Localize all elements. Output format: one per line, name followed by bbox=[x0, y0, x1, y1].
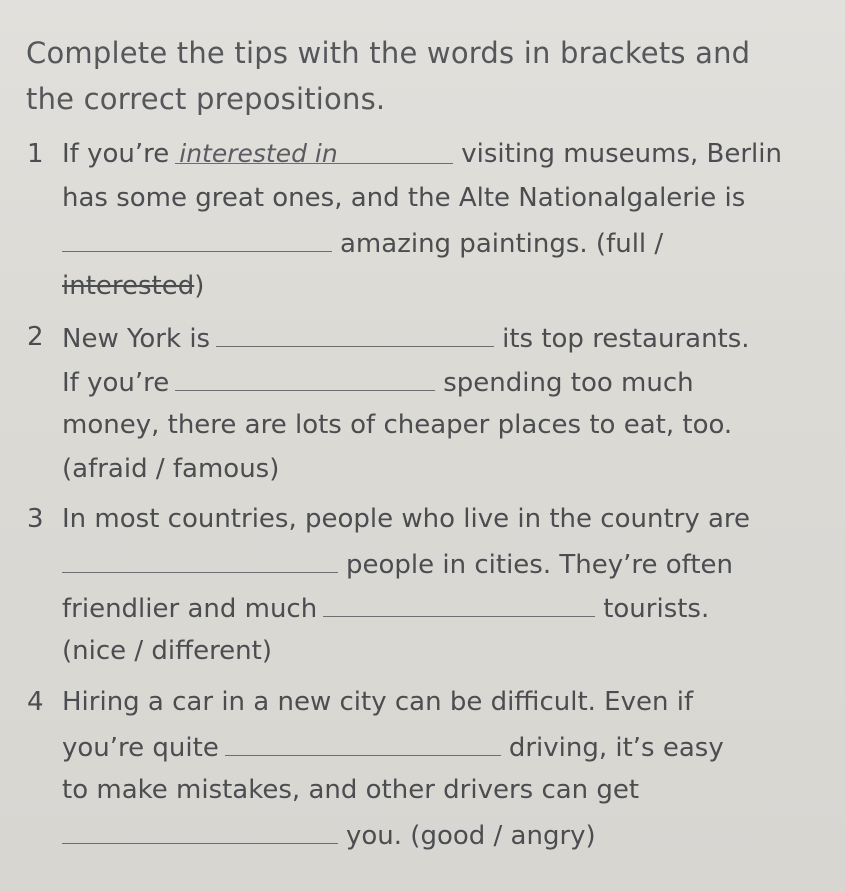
item-3-number: 3 bbox=[27, 504, 44, 534]
item-4-line-4 bbox=[62, 817, 596, 853]
item-1-blank-1[interactable] bbox=[175, 137, 453, 168]
instructions-line-1: Complete the tips with the words in brackets and bbox=[26, 36, 751, 70]
item-2-blank-1[interactable] bbox=[216, 320, 494, 347]
item-1-struck-word: interested bbox=[62, 271, 195, 301]
item-3-text: tourists. bbox=[603, 594, 710, 624]
item-2-blank-2[interactable] bbox=[175, 364, 435, 391]
instructions-line-2: the correct prepositions. bbox=[26, 82, 386, 116]
item-3-text: friendlier and much bbox=[62, 594, 318, 624]
item-3-line-1: In most countries, people who live in the country are bbox=[62, 504, 751, 534]
item-4-line-1: Hiring a car in a new city can be difficult. Even if bbox=[62, 687, 694, 717]
item-3-blank-2[interactable] bbox=[323, 590, 595, 617]
item-4-number: 4 bbox=[27, 687, 44, 717]
item-3-blank-1[interactable] bbox=[62, 546, 338, 573]
item-2-line-2 bbox=[62, 364, 694, 400]
item-1-text: visiting museums, Berlin bbox=[461, 139, 782, 169]
item-2-line-3: money, there are lots of cheaper places to eat, too. bbox=[62, 410, 733, 440]
item-1-number: 1 bbox=[27, 139, 44, 169]
item-1-text: ) bbox=[194, 271, 205, 301]
item-4-text: you. (good / angry) bbox=[346, 821, 596, 851]
item-2-text: its top restaurants. bbox=[502, 324, 750, 354]
item-1-line-4 bbox=[62, 269, 204, 303]
item-3-text: people in cities. They’re often bbox=[346, 550, 734, 580]
item-4-blank-1[interactable] bbox=[225, 729, 501, 756]
item-4-blank-2[interactable] bbox=[62, 817, 338, 844]
item-4-text: driving, it’s easy bbox=[508, 733, 724, 763]
item-2-number: 2 bbox=[27, 322, 44, 352]
item-3-line-4: (nice / different) bbox=[62, 636, 272, 666]
item-1-blank-2[interactable] bbox=[62, 225, 332, 252]
item-4-line-3: to make mistakes, and other drivers can get bbox=[62, 775, 640, 805]
item-1-line-3 bbox=[62, 225, 663, 261]
item-1-line-2: has some great ones, and the Alte Nationalgalerie is bbox=[62, 183, 746, 213]
item-2-text: If you’re bbox=[62, 368, 170, 398]
item-1-line-1 bbox=[62, 137, 782, 171]
item-1-text: If you’re bbox=[62, 139, 170, 169]
item-4-line-2 bbox=[62, 729, 724, 765]
item-1-text: amazing paintings. (full / bbox=[340, 229, 664, 259]
item-1-answer-1: interested in bbox=[179, 139, 338, 168]
item-4-text: you’re quite bbox=[62, 733, 219, 763]
item-3-line-2 bbox=[62, 546, 733, 582]
item-3-line-3 bbox=[62, 590, 709, 626]
item-2-line-1 bbox=[62, 320, 750, 356]
exercise-instructions bbox=[26, 30, 826, 122]
item-2-text: spending too much bbox=[443, 368, 694, 398]
item-2-line-4: (afraid / famous) bbox=[62, 454, 280, 484]
item-2-text: New York is bbox=[62, 324, 211, 354]
